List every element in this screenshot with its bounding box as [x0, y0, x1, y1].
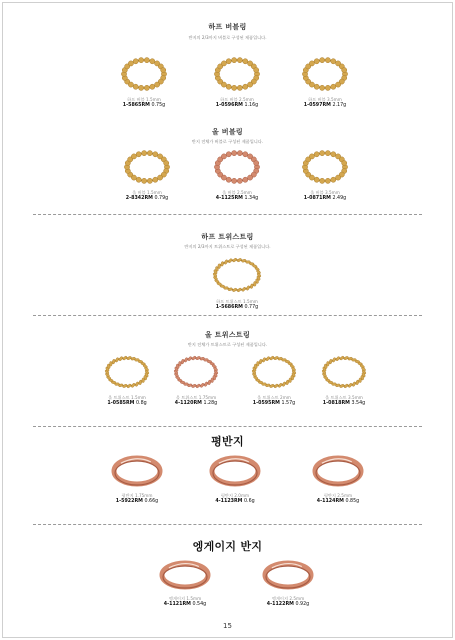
ring-image: [249, 350, 299, 394]
ring-weight: 0.79g: [154, 196, 169, 201]
ring-code: 4-1123RM: [215, 499, 243, 504]
ring-code: 1-5922RM: [115, 499, 143, 504]
ring-weight: 1.34g: [244, 196, 259, 201]
ring-product: [107, 145, 187, 201]
ring-label: 올 트위스트 3.5mm: [325, 395, 363, 400]
ring-product: [145, 555, 225, 607]
ring-label: 올 트위스트 1.5mm: [108, 395, 146, 400]
ring-code: 1-0585RM: [107, 401, 135, 406]
ring-product: [285, 145, 365, 201]
ring-code-weight: [197, 196, 277, 201]
section-subtitle-half-bubble: 반지의 2/3까지 버블로 구성된 제품입니다.: [188, 35, 267, 40]
ring-image: [310, 450, 366, 492]
section-divider: [33, 315, 422, 316]
ring-code: 4-1122RM: [266, 602, 294, 607]
section-subtitle-half-twist: 반지의 2/3까지 트위스트로 구성된 제품입니다.: [184, 244, 271, 249]
ring-code: 1-5865RM: [122, 103, 150, 108]
ring-label: 평반지 2.5mm: [323, 493, 353, 498]
ring-code: 1-0871RM: [303, 196, 331, 201]
ring-weight: 1.57g: [281, 401, 296, 406]
ring-code-weight: [107, 196, 187, 201]
ring-code: 4-1125RM: [215, 196, 243, 201]
ring-weight: 0.75g: [151, 103, 166, 108]
ring-code: 1-0596RM: [215, 103, 243, 108]
ring-product: [156, 350, 236, 406]
ring-code: 1-0595RM: [252, 401, 280, 406]
ring-label: 엥게이지 2.5mm: [271, 596, 305, 601]
ring-label: 평반지 1.75mm: [121, 493, 153, 498]
ring-weight: 1.16g: [244, 103, 259, 108]
ring-product: [304, 350, 384, 406]
ring-code-weight: [285, 196, 365, 201]
ring-product: [197, 145, 277, 201]
ring-weight: 2.49g: [332, 196, 347, 201]
ring-code-weight: [156, 401, 236, 406]
section-subtitle-full-twist: 반지 전체가 트위스트로 구성된 제품입니다.: [187, 342, 268, 347]
ring-code-weight: [197, 103, 277, 108]
ring-product: [197, 52, 277, 108]
ring-product: [87, 350, 167, 406]
ring-weight: 0.92g: [295, 602, 310, 607]
ring-weight: 1.28g: [203, 401, 218, 406]
ring-product: [285, 52, 365, 108]
ring-label: 올 트위스트 2mm: [257, 395, 291, 400]
ring-code-weight: [298, 499, 378, 504]
ring-label: 평반지 2.0mm: [220, 493, 250, 498]
ring-weight: 3.54g: [351, 401, 366, 406]
ring-image: [319, 350, 369, 394]
ring-code: 1-0597RM: [303, 103, 331, 108]
ring-label: 올 버블 3.5mm: [310, 190, 340, 195]
ring-weight: 0.85g: [345, 499, 360, 504]
ring-product: [104, 52, 184, 108]
ring-code-weight: [248, 602, 328, 607]
ring-weight: 0.77g: [244, 305, 259, 310]
section-title-full-twist: 올 트위스트링: [204, 331, 251, 339]
ring-code-weight: [234, 401, 314, 406]
ring-label: 엥게이지 1.5mm: [168, 596, 202, 601]
ring-image: [210, 252, 264, 298]
ring-image: [207, 450, 263, 492]
ring-image: [109, 450, 165, 492]
ring-product: [195, 450, 275, 504]
ring-code: 2-8342RM: [125, 196, 153, 201]
ring-label: 올 트위스트 1.75mm: [175, 395, 217, 400]
ring-label: 올 버블 1.5mm: [132, 190, 162, 195]
ring-product: [234, 350, 314, 406]
ring-code-weight: [285, 103, 365, 108]
ring-label: 하프 버블 2.5mm: [220, 97, 254, 102]
ring-image: [122, 145, 172, 189]
ring-image: [157, 555, 213, 595]
ring-image: [119, 52, 169, 96]
ring-code-weight: [195, 499, 275, 504]
ring-label: 올 버블 2.5mm: [222, 190, 252, 195]
section-title-flat-band: 평반지: [211, 435, 244, 448]
ring-code: 4-1124RM: [316, 499, 344, 504]
section-title-engage-band: 엥게이지 반지: [192, 540, 263, 553]
ring-code-weight: [87, 401, 167, 406]
ring-code: 4-1121RM: [163, 602, 191, 607]
ring-image: [212, 52, 262, 96]
ring-weight: 0.54g: [192, 602, 207, 607]
ring-code-weight: [97, 499, 177, 504]
ring-code-weight: [104, 103, 184, 108]
ring-label: 하프 트위스트 1.5mm: [216, 299, 258, 304]
ring-code-weight: [197, 305, 277, 310]
ring-weight: 0.8g: [136, 401, 147, 406]
ring-weight: 0.66g: [144, 499, 159, 504]
ring-code: 1-5686RM: [215, 305, 243, 310]
ring-code: 4-1120RM: [174, 401, 202, 406]
ring-product: [248, 555, 328, 607]
ring-product: [298, 450, 378, 504]
ring-image: [102, 350, 152, 394]
section-title-full-bubble: 올 버블링: [212, 128, 243, 136]
section-divider: [33, 426, 422, 427]
section-title-half-twist: 하프 트위스트링: [201, 233, 254, 241]
ring-weight: 2.17g: [332, 103, 347, 108]
ring-code-weight: [304, 401, 384, 406]
section-subtitle-full-bubble: 반지 전체가 버블로 구성된 제품입니다.: [191, 139, 264, 144]
ring-weight: 0.6g: [244, 499, 255, 504]
ring-image: [300, 52, 350, 96]
ring-image: [171, 350, 221, 394]
ring-image: [300, 145, 350, 189]
ring-code-weight: [145, 602, 225, 607]
ring-image: [260, 555, 316, 595]
ring-label: 하프 버블 1.5mm: [127, 97, 161, 102]
ring-label: 하프 버블 3.5mm: [308, 97, 342, 102]
section-title-half-bubble: 하프 버블링: [208, 23, 247, 31]
section-divider: [33, 524, 422, 525]
page-number: 15: [223, 622, 232, 630]
ring-product: [197, 252, 277, 310]
ring-product: [97, 450, 177, 504]
section-divider: [33, 214, 422, 215]
ring-code: 1-0818RM: [322, 401, 350, 406]
ring-image: [212, 145, 262, 189]
